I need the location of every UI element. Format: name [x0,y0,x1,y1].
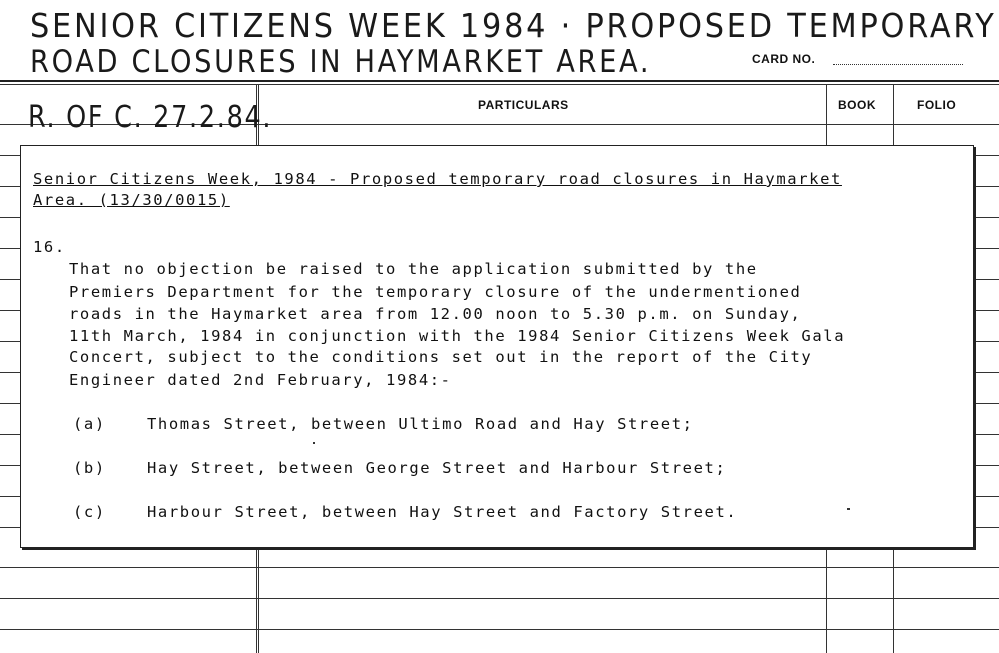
card-no-field [833,64,963,65]
card-title-line-2: ROAD CLOSURES IN HAYMARKET AREA. [30,44,652,80]
road-item-letter: (c) [73,503,106,521]
ledger-line [0,598,999,599]
ledger-line [0,629,999,630]
header-rule [0,80,999,82]
road-item-text: Harbour Street, between Hay Street and Factory Street. [147,503,738,521]
typed-minute-slip [20,145,974,548]
book-header: BOOK [838,98,876,112]
particulars-header: PARTICULARS [478,98,569,112]
card-title-line-1: SENIOR CITIZENS WEEK 1984 · PROPOSED TEMPORARY [30,6,997,45]
road-item-letter: (b) [73,459,106,477]
header-rule-inner [0,84,999,85]
stray-mark [313,442,315,444]
item-number: 16. [33,238,66,256]
road-item-letter: (a) [73,415,106,433]
folio-header: FOLIO [917,98,957,112]
card-no-label: CARD NO. [752,52,816,66]
stray-mark [847,508,850,510]
resolution-line: 11th March, 1984 in conjunction with the 1984 Senior Citizens Week Gala [69,327,846,345]
resolution-line: Premiers Department for the temporary closure of the undermentioned [69,283,802,301]
reference-date: R. OF C. 27.2.84. [28,100,273,135]
resolution-line: That no objection be raised to the application submitted by the [69,260,758,278]
ledger-line [0,567,999,568]
resolution-line: Engineer dated 2nd February, 1984:- [69,371,452,389]
slip-heading-line-2: Area. (13/30/0015) [33,191,230,209]
resolution-line: Concert, subject to the conditions set out in the report of the City [69,348,813,366]
road-item-text: Thomas Street, between Ultimo Road and Hay Street; [147,415,694,433]
road-item-text: Hay Street, between George Street and Harbour Street; [147,459,727,477]
resolution-line: roads in the Haymarket area from 12.00 noon to 5.30 p.m. on Sunday, [69,305,802,323]
slip-heading-line-1: Senior Citizens Week, 1984 - Proposed temporary road closures in Haymarket [33,170,842,188]
